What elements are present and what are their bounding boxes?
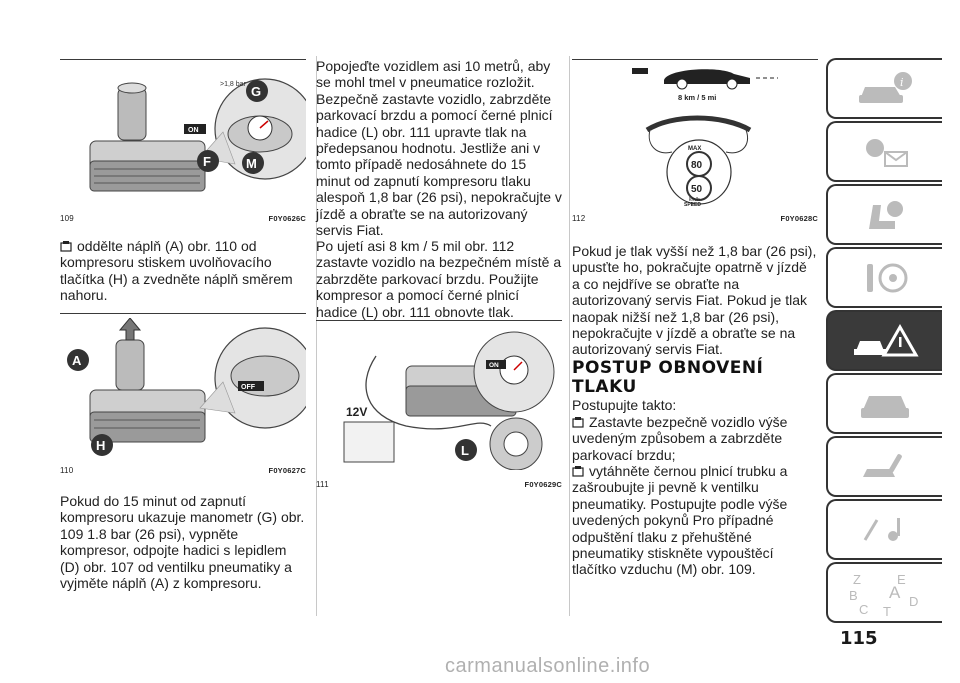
svg-text:B: B bbox=[849, 587, 858, 603]
pressure-label: >1,8 bar bbox=[220, 81, 246, 88]
figure-code: F0Y0627C bbox=[268, 466, 306, 475]
figure-112 bbox=[572, 64, 818, 210]
column-top-rule bbox=[60, 59, 306, 60]
speed-80: 80 bbox=[691, 160, 703, 171]
multimedia-icon bbox=[855, 510, 915, 550]
tab-emergency[interactable] bbox=[826, 310, 942, 371]
bullet-text: Zastavte bezpečně vozidlo výše uvedeným způsobem a zabrzděte parkovací brzdu; bbox=[572, 414, 788, 463]
step-bullet-icon bbox=[60, 241, 73, 252]
distance-label: 8 km / 5 mi bbox=[678, 93, 717, 102]
bullet-text: vytáhněte černou plnicí trubku a zašroubujte ji pevně k ventilku pneumatiky. Postupujte podle výše uvedených pokynů Pro případné odpuštění tlaku z přehuštěné pneumatiky stiskněte vypouštěcí tlačítko vzduchu (M) obr. 109. bbox=[572, 463, 788, 578]
compressor-hose-illustration bbox=[316, 326, 562, 470]
svg-text:E: E bbox=[897, 571, 906, 587]
figure-110 bbox=[60, 318, 306, 458]
callout-m: M bbox=[246, 156, 257, 171]
section-rule bbox=[60, 313, 306, 314]
tab-warning-lights[interactable] bbox=[826, 121, 942, 182]
column-1 bbox=[60, 0, 306, 683]
key-steering-wheel-icon bbox=[855, 258, 915, 298]
section-rule bbox=[316, 320, 562, 321]
page-number: 115 bbox=[840, 628, 878, 649]
tab-index[interactable] bbox=[826, 562, 942, 623]
tab-car-info[interactable] bbox=[826, 58, 942, 119]
on-label: ON bbox=[489, 362, 499, 369]
paragraph-pressure-check: Pokud je tlak vyšší než 1,8 bar (26 psi), upusťte ho, pokračujte opatrně v jízdě a co nejdříve se obraťte na autorizovaný servis Fiat. Pokud je tlak naopak nižší než 1,8 bar (26 psi), nepokračujte v jízdě a obraťte se na autorizovaný servis Fiat. bbox=[572, 243, 817, 358]
callout-h: H bbox=[96, 438, 106, 453]
svg-text:A: A bbox=[889, 582, 901, 602]
paragraph-drive-10m: Popojeďte vozidlem asi 10 metrů, aby se mohl tmel v pneumatice rozložit. Bezpečně zastavte vozidlo, zabrzděte parkovací brzdu a pomocí černé plnicí hadice (L) obr. 111 upravte tlak na předepsanou hodnotu. Jestliže ani v tomto případě nedosáhnete do 15 minut od zapnutí kompresoru tlaku alespoň 1,8 bar (26 psi), nepokračujte v jízdě a obraťte se na autorizovaný servis Fiat. bbox=[316, 58, 562, 239]
compressor-on-illustration bbox=[60, 66, 306, 206]
section-heading: POSTUP OBNOVENÍ TLAKU bbox=[572, 358, 764, 397]
tab-technical-data[interactable] bbox=[826, 436, 942, 497]
car-info-icon bbox=[855, 69, 915, 109]
bullet-connect-hose bbox=[572, 463, 818, 578]
figure-code: F0Y0626C bbox=[268, 214, 306, 223]
svg-text:D: D bbox=[909, 593, 919, 609]
figure-number: 109 bbox=[60, 214, 74, 223]
svg-text:i: i bbox=[900, 75, 904, 89]
breakdown-triangle-icon bbox=[850, 321, 920, 361]
speed-label: SPEED bbox=[684, 202, 701, 208]
step-bullet-icon bbox=[572, 466, 585, 477]
callout-g: G bbox=[251, 84, 262, 99]
column-divider bbox=[569, 56, 570, 616]
paragraph-procedure-intro: Postupujte takto: bbox=[572, 397, 677, 413]
svg-text:Z: Z bbox=[853, 571, 861, 587]
tab-multimedia[interactable] bbox=[826, 499, 942, 560]
svg-text:T: T bbox=[883, 603, 891, 618]
paragraph-text: oddělte náplň (A) obr. 110 od kompresoru stiskem uvolňovacího tlačítka (H) a zvedněte náplň směrem nahoru. bbox=[60, 238, 293, 304]
car-service-icon bbox=[855, 384, 915, 424]
seat-airbag-icon bbox=[855, 195, 915, 235]
speed-50: 50 bbox=[691, 184, 703, 195]
warning-light-mail-icon bbox=[855, 132, 915, 172]
paragraph-manometer: Pokud do 15 minut od zapnutí kompresoru ukazuje manometr (G) obr. 109 1.8 bar (26 psi), vypněte kompresor, odpojte hadici s lepidlem (D) obr. 107 od ventilku pneumatiky a vyjměte náplň (A) z kompresoru. bbox=[60, 493, 305, 592]
speed-limit-illustration bbox=[572, 64, 818, 210]
svg-text:C: C bbox=[859, 601, 869, 617]
paragraph-remove-cartridge bbox=[60, 238, 306, 304]
figure-109 bbox=[60, 66, 306, 206]
bullet-stop-vehicle bbox=[572, 414, 818, 463]
callout-f: F bbox=[203, 154, 211, 169]
figure-number: 110 bbox=[60, 466, 74, 475]
column-top-rule bbox=[572, 59, 818, 60]
tab-safety[interactable] bbox=[826, 184, 942, 245]
alphabet-index-icon bbox=[845, 568, 925, 618]
off-label: OFF bbox=[241, 384, 255, 391]
paragraph-after-8km: Po ujetí asi 8 km / 5 mil obr. 112 zastavte vozidlo na bezpečném místě a zabrzděte parkovací brzdu. Použijte kompresor a pomocí černé plnicí hadice (L) obr. 111 obnovte tlak. bbox=[316, 238, 562, 320]
max-label: MAX bbox=[688, 146, 702, 152]
figure-number: 111 bbox=[316, 480, 329, 489]
caption-111 bbox=[316, 480, 562, 489]
figure-111 bbox=[316, 326, 562, 470]
caption-109 bbox=[60, 214, 306, 223]
caption-112 bbox=[572, 214, 818, 223]
tab-starting-driving[interactable] bbox=[826, 247, 942, 308]
voltage-label: 12V bbox=[346, 405, 368, 419]
column-3 bbox=[572, 0, 818, 683]
wrench-car-icon bbox=[855, 447, 915, 487]
km-unit: km/h bbox=[689, 197, 700, 203]
watermark: carmanualsonline.info bbox=[445, 655, 651, 677]
callout-a: A bbox=[72, 353, 82, 368]
compressor-off-illustration bbox=[60, 318, 306, 458]
callout-l: L bbox=[461, 443, 469, 458]
tab-maintenance[interactable] bbox=[826, 373, 942, 434]
step-bullet-icon bbox=[572, 417, 585, 428]
on-label: ON bbox=[188, 127, 199, 134]
figure-number: 112 bbox=[572, 214, 586, 223]
column-2 bbox=[316, 0, 562, 683]
caption-110 bbox=[60, 466, 306, 475]
figure-code: F0Y0629C bbox=[524, 480, 562, 489]
figure-code: F0Y0628C bbox=[780, 214, 818, 223]
